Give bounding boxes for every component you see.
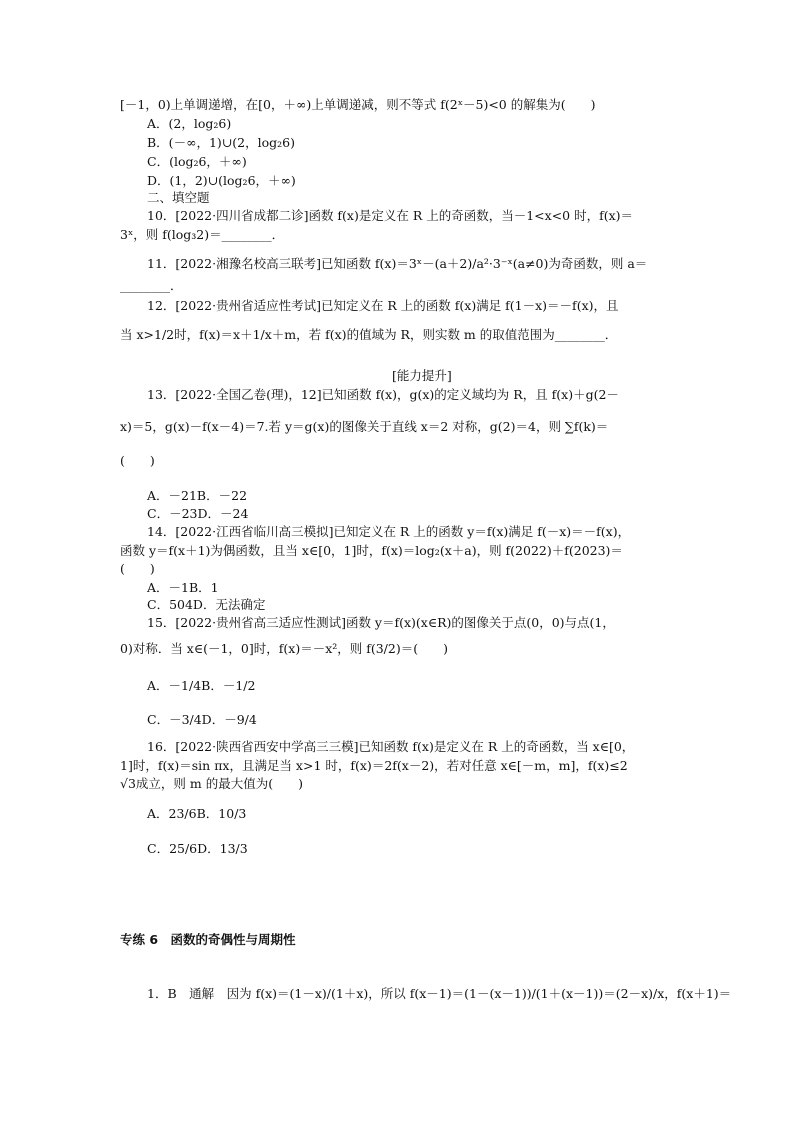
answer-line: 1．B 通解 因为 f(x)＝(1－x)/(1＋x)，所以 f(x－1)＝(1－(x－1))/(1＋(x－1))＝(2－x)/x，f(x＋1)＝ [147, 986, 732, 1001]
text-line: 当 x>1/2时，f(x)＝x＋1/x＋m，若 f(x)的值域为 R，则实数 m 的取值范围为________． [120, 327, 618, 342]
question-15: 15．[2022·贵州省高三适应性测试]函数 y＝f(x)(x∈R)的图像关于点(0，0)与点(1， [147, 615, 615, 630]
option-line: C．－23D．－24 [147, 506, 249, 521]
option-line: C．(log₂6，＋∞) [147, 154, 247, 169]
option-line: A．－1B．1 [147, 580, 219, 595]
text-line: x)＝5，g(x)－f(x－4)＝7.若 y＝g(x)的图像关于直线 x＝2 对称，g(2)＝4，则 ∑f(k)＝ [120, 419, 609, 434]
option-line: C．504D．无法确定 [147, 597, 266, 612]
option-line: A．(2，log₂6) [147, 116, 232, 131]
text-line: 1]时，f(x)＝sin πx，且满足当 x>1 时，f(x)＝2f(x－2)，若对任意 x∈[－m，m]，f(x)≤2 [120, 758, 628, 773]
option-line: D．(1，2)∪(log₂6，＋∞) [147, 173, 296, 188]
text-line: √3成立，则 m 的最大值为( ) [120, 776, 303, 791]
text-line: 3ˣ，则 f(log₃2)＝________． [120, 227, 285, 242]
question-16: 16．[2022·陕西省西安中学高三三模]已知函数 f(x)是定义在 R 上的奇函数，当 x∈[0， [147, 739, 635, 754]
option-line: C．－3/4D．－9/4 [147, 712, 257, 727]
answer-section-title: 专练 6 函数的奇偶性与周期性 [120, 932, 296, 947]
option-line: A．23/6B．10/3 [147, 806, 247, 821]
question-11: 11．[2022·湘豫名校高三联考]已知函数 f(x)＝3ˣ－(a＋2)/a²·3⁻ˣ(a≠0)为奇函数，则 a＝ [147, 256, 648, 271]
question-14: 14．[2022·江西省临川高三模拟]已知定义在 R 上的函数 y＝f(x)满足 f(－x)＝－f(x)， [147, 524, 631, 539]
text-line: ( ) [120, 561, 155, 576]
section-subheading: [能力提升] [392, 368, 452, 383]
text-line: 0)对称．当 x∈(－1，0]时，f(x)＝－x²，则 f(3/2)＝( ) [120, 641, 448, 656]
question-10: 10．[2022·四川省成都二诊]函数 f(x)是定义在 R 上的奇函数，当－1<x<0 时，f(x)＝ [147, 208, 634, 223]
text-line: ( ) [120, 453, 155, 468]
option-line: C．25/6D．13/3 [147, 841, 248, 856]
question-13: 13．[2022·全国乙卷(理)，12]已知函数 f(x)，g(x)的定义域均为 R，且 f(x)＋g(2－ [147, 387, 619, 402]
option-line: B．(－∞，1)∪(2，log₂6) [147, 135, 295, 150]
section-heading: 二、填空题 [147, 190, 210, 205]
question-12: 12．[2022·贵州省适应性考试]已知定义在 R 上的函数 f(x)满足 f(1－x)＝－f(x)，且 [147, 298, 619, 313]
text-line: ________． [120, 278, 183, 293]
option-line: A．－21B．－22 [147, 488, 248, 503]
text-line: 函数 y＝f(x＋1)为偶函数，且当 x∈[0，1]时，f(x)＝log₂(x＋a)，则 f(2022)＋f(2023)＝ [120, 543, 623, 558]
text-line: [－1，0)上单调递增，在[0，＋∞)上单调递减，则不等式 f(2ˣ－5)<0 的解集为( ) [120, 97, 596, 112]
option-line: A．－1/4B．－1/2 [147, 678, 256, 693]
